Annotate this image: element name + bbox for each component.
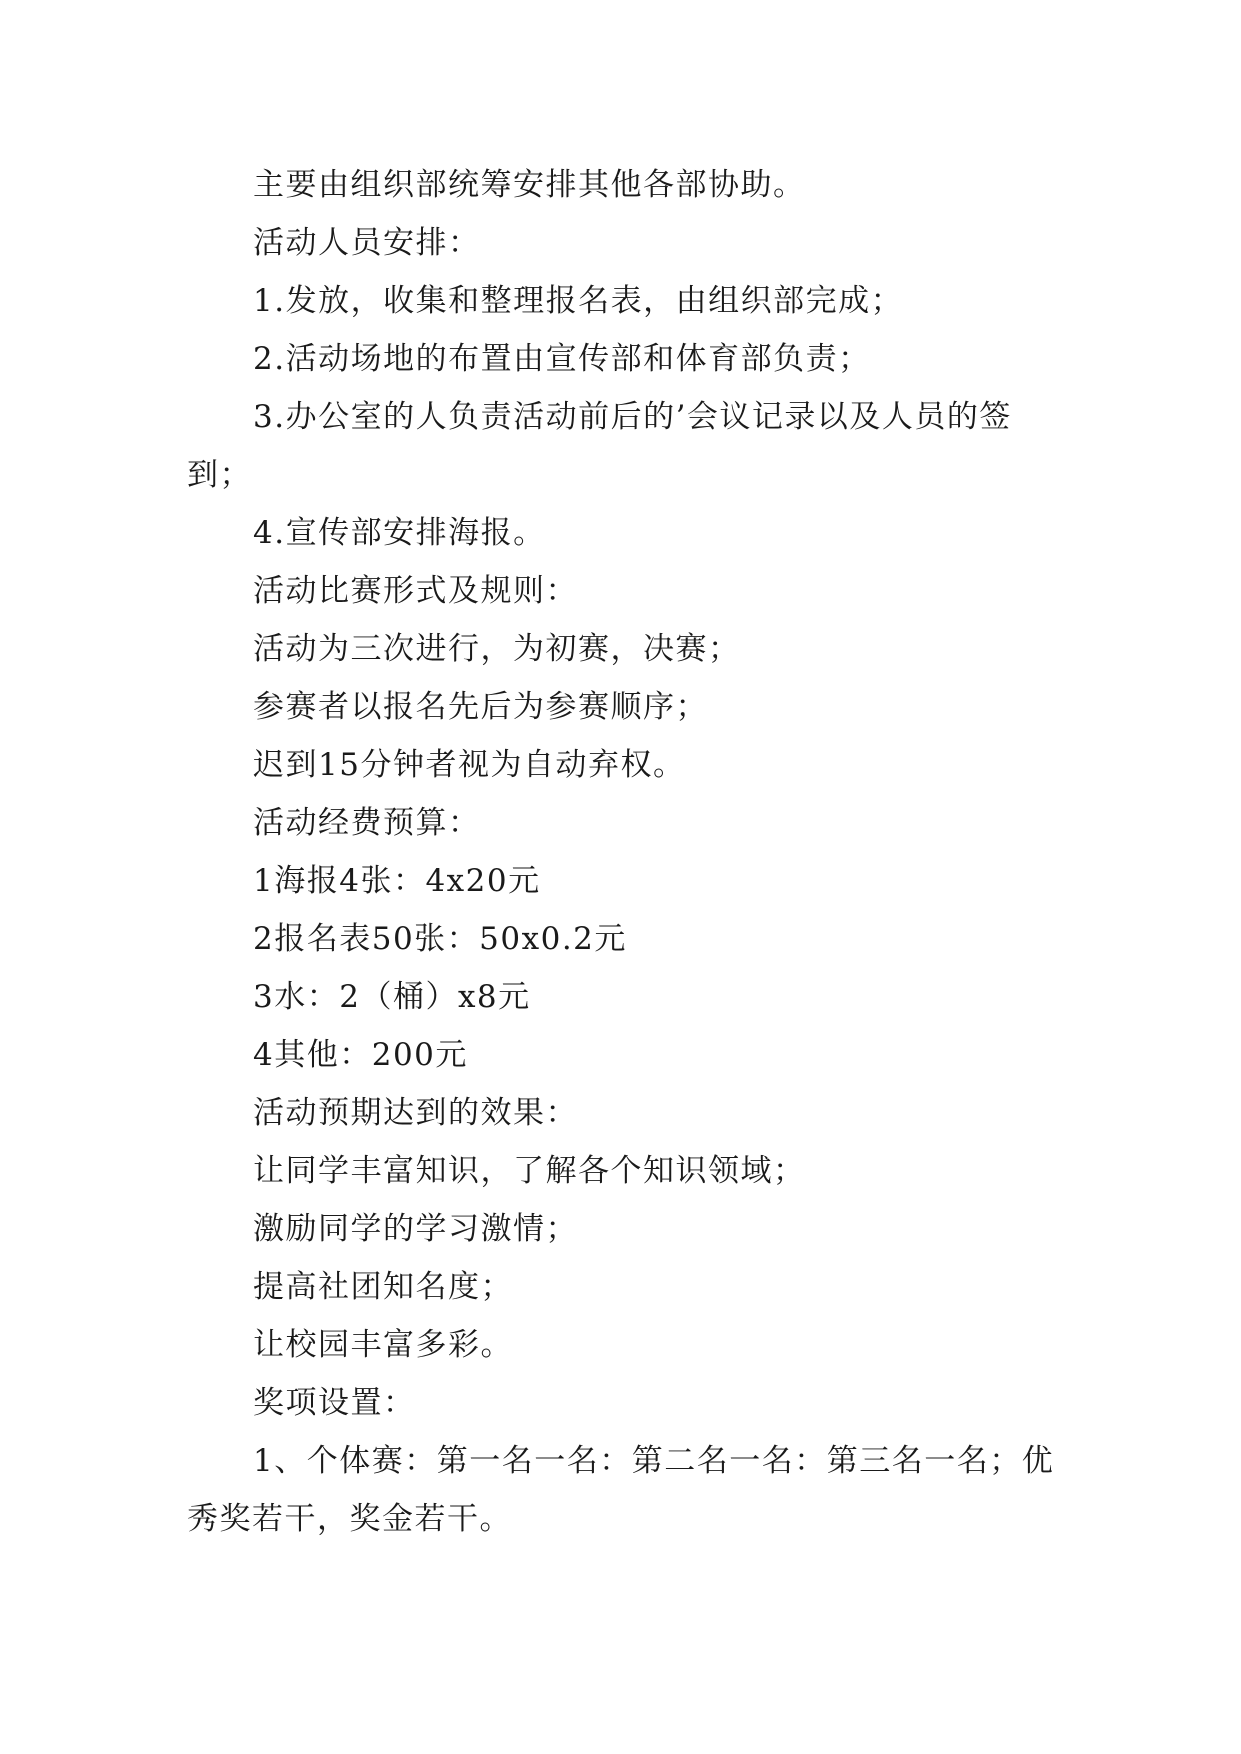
list-item-staff-2: 2.活动场地的布置由宣传部和体育部负责； (253, 341, 871, 377)
list-item-staff-3: 3.办公室的人负责活动前后的’会议记录以及人员的签到； (187, 399, 1012, 493)
budget-item-water: 3水：2（桶）x8元 (253, 979, 531, 1015)
heading-competition-rules: 活动比赛形式及规则： (253, 573, 578, 609)
effect-motivation: 激励同学的学习激情； (253, 1211, 578, 1247)
heading-expected-effects: 活动预期达到的效果： (253, 1095, 578, 1131)
heading-staff-arrangement: 活动人员安排： (253, 225, 481, 261)
effect-campus: 让校园丰富多彩。 (253, 1327, 513, 1363)
list-item-staff-4: 4.宣传部安排海报。 (253, 515, 546, 551)
award-individual: 1、个体赛：第一名一名：第二名一名：第三名一名；优秀奖若干，奖金若干。 (187, 1443, 1055, 1537)
effect-reputation: 提高社团知名度； (253, 1269, 513, 1305)
rule-order: 参赛者以报名先后为参赛顺序； (253, 689, 708, 725)
budget-item-other: 4其他：200元 (253, 1037, 468, 1073)
heading-budget: 活动经费预算： (253, 805, 481, 841)
rule-lateness: 迟到15分钟者视为自动弃权。 (253, 747, 686, 783)
rule-rounds: 活动为三次进行，为初赛，决赛； (253, 631, 741, 667)
list-item-staff-1: 1.发放，收集和整理报名表，由组织部完成； (253, 283, 904, 319)
heading-awards: 奖项设置： (253, 1385, 416, 1421)
effect-knowledge: 让同学丰富知识，了解各个知识领域； (253, 1153, 806, 1189)
paragraph-coordination: 主要由组织部统筹安排其他各部协助。 (253, 167, 806, 203)
document-body (187, 156, 1057, 1548)
budget-item-forms: 2报名表50张：50x0.2元 (253, 921, 627, 957)
budget-item-posters: 1海报4张：4x20元 (253, 863, 541, 899)
